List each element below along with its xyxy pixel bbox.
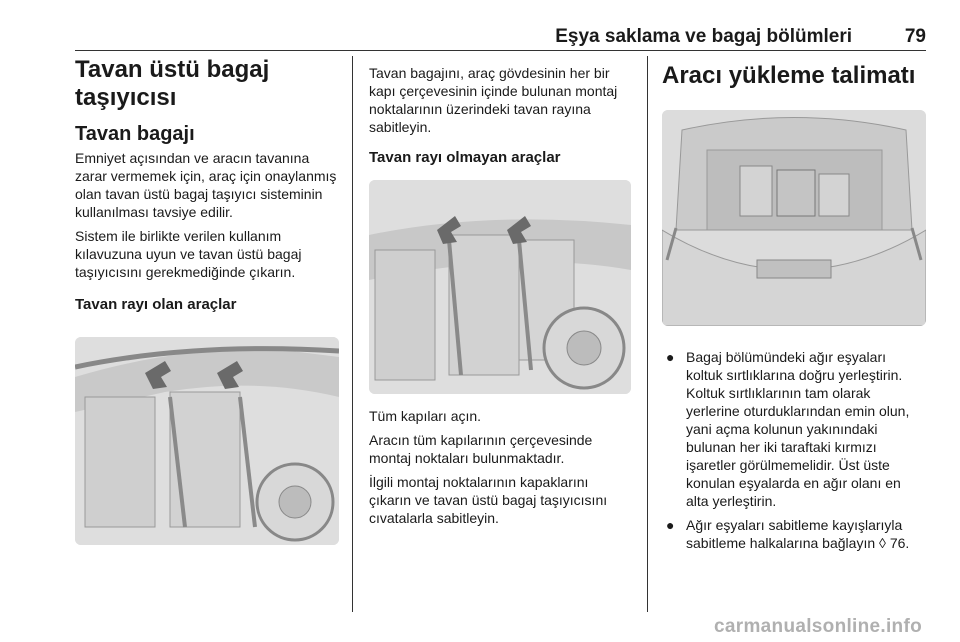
paragraph-rail-mounting: Tavan bagajını, araç gövdesinin her bir kapı çerçevesinin içinde bulunan montaj noktalarının üzerindeki tavan rayına sabitleyin. xyxy=(369,65,618,135)
bullet-dot: ● xyxy=(666,349,675,365)
car-open-doors-arrows-image xyxy=(369,180,631,394)
page-header-title: Eşya saklama ve bagaj bölümleri xyxy=(555,26,852,47)
paragraph-safety: Emniyet açısından ve aracın tavanına zarar vermemek için, araç için onaylanmış olan tavan üstü bagaj taşıyıcı sisteminin kullanılması tavsiye edilir. xyxy=(75,150,337,220)
column-divider-left xyxy=(352,56,353,612)
watermark: carmanualsonline.info xyxy=(714,616,922,637)
bullet-dot: ● xyxy=(666,517,675,533)
subheading-roof-rack: Tavan bagajı xyxy=(75,123,195,145)
page-reference-number[interactable]: 76. xyxy=(885,535,910,551)
open-trunk-luggage-image xyxy=(662,110,926,326)
subheading-with-rails: Tavan rayı olan araçlar xyxy=(75,296,237,313)
column-1 xyxy=(75,56,343,545)
column-2 xyxy=(369,64,631,527)
bullet-text-secure-items: Ağır eşyaları sabitleme kayışlarıyla sabitleme halkalarına bağlayın xyxy=(686,517,903,551)
page-number: 79 xyxy=(904,26,926,47)
page-reference-icon[interactable]: ◊ xyxy=(879,535,886,551)
paragraph-instructions: Sistem ile birlikte verilen kullanım kılavuzuna uyun ve tavan üstü bagaj taşıyıcısını gerekmediğinde çıkarın. xyxy=(75,228,302,280)
car-without-roof-rails-illustration xyxy=(369,180,631,394)
list-item xyxy=(662,348,926,510)
car-with-roof-rails-illustration xyxy=(75,337,339,545)
cargo-area-illustration xyxy=(662,110,926,326)
paragraph-mounting-points: Aracın tüm kapılarının çerçevesinde montaj noktaları bulunmaktadır. xyxy=(369,432,593,466)
header-rule xyxy=(75,50,926,51)
paragraph-remove-covers: İlgili montaj noktalarının kapaklarını çıkarın ve tavan üstü bagaj taşıyıcısını cıvatalarla sabitleyin. xyxy=(369,474,608,526)
bullet-text-heavy-items: Bagaj bölümündeki ağır eşyaları koltuk sırtlıklarına doğru yerleştirin. Koltuk sırtlıklarının tam olarak yerlerine oturduklarından emin olun, yani açma kolunun yakınındaki bulunan her iki taraftaki kırmızı işaretler görülmemelidir. Üst üste konulan eşyalarda en ağır olanı en alta yerleştirin. xyxy=(686,349,910,509)
paragraph-open-doors: Tüm kapıları açın. xyxy=(369,408,482,424)
car-doors-open-with-arrows-image xyxy=(75,337,339,545)
list-item xyxy=(662,516,926,552)
section-heading-loading: Aracı yükleme talimatı xyxy=(662,62,916,89)
column-divider-right xyxy=(647,56,648,612)
section-heading-roof-rack: Tavan üstü bagaj taşıyıcısı xyxy=(75,56,270,111)
subheading-without-rails: Tavan rayı olmayan araçlar xyxy=(369,149,561,166)
column-3 xyxy=(662,62,926,552)
